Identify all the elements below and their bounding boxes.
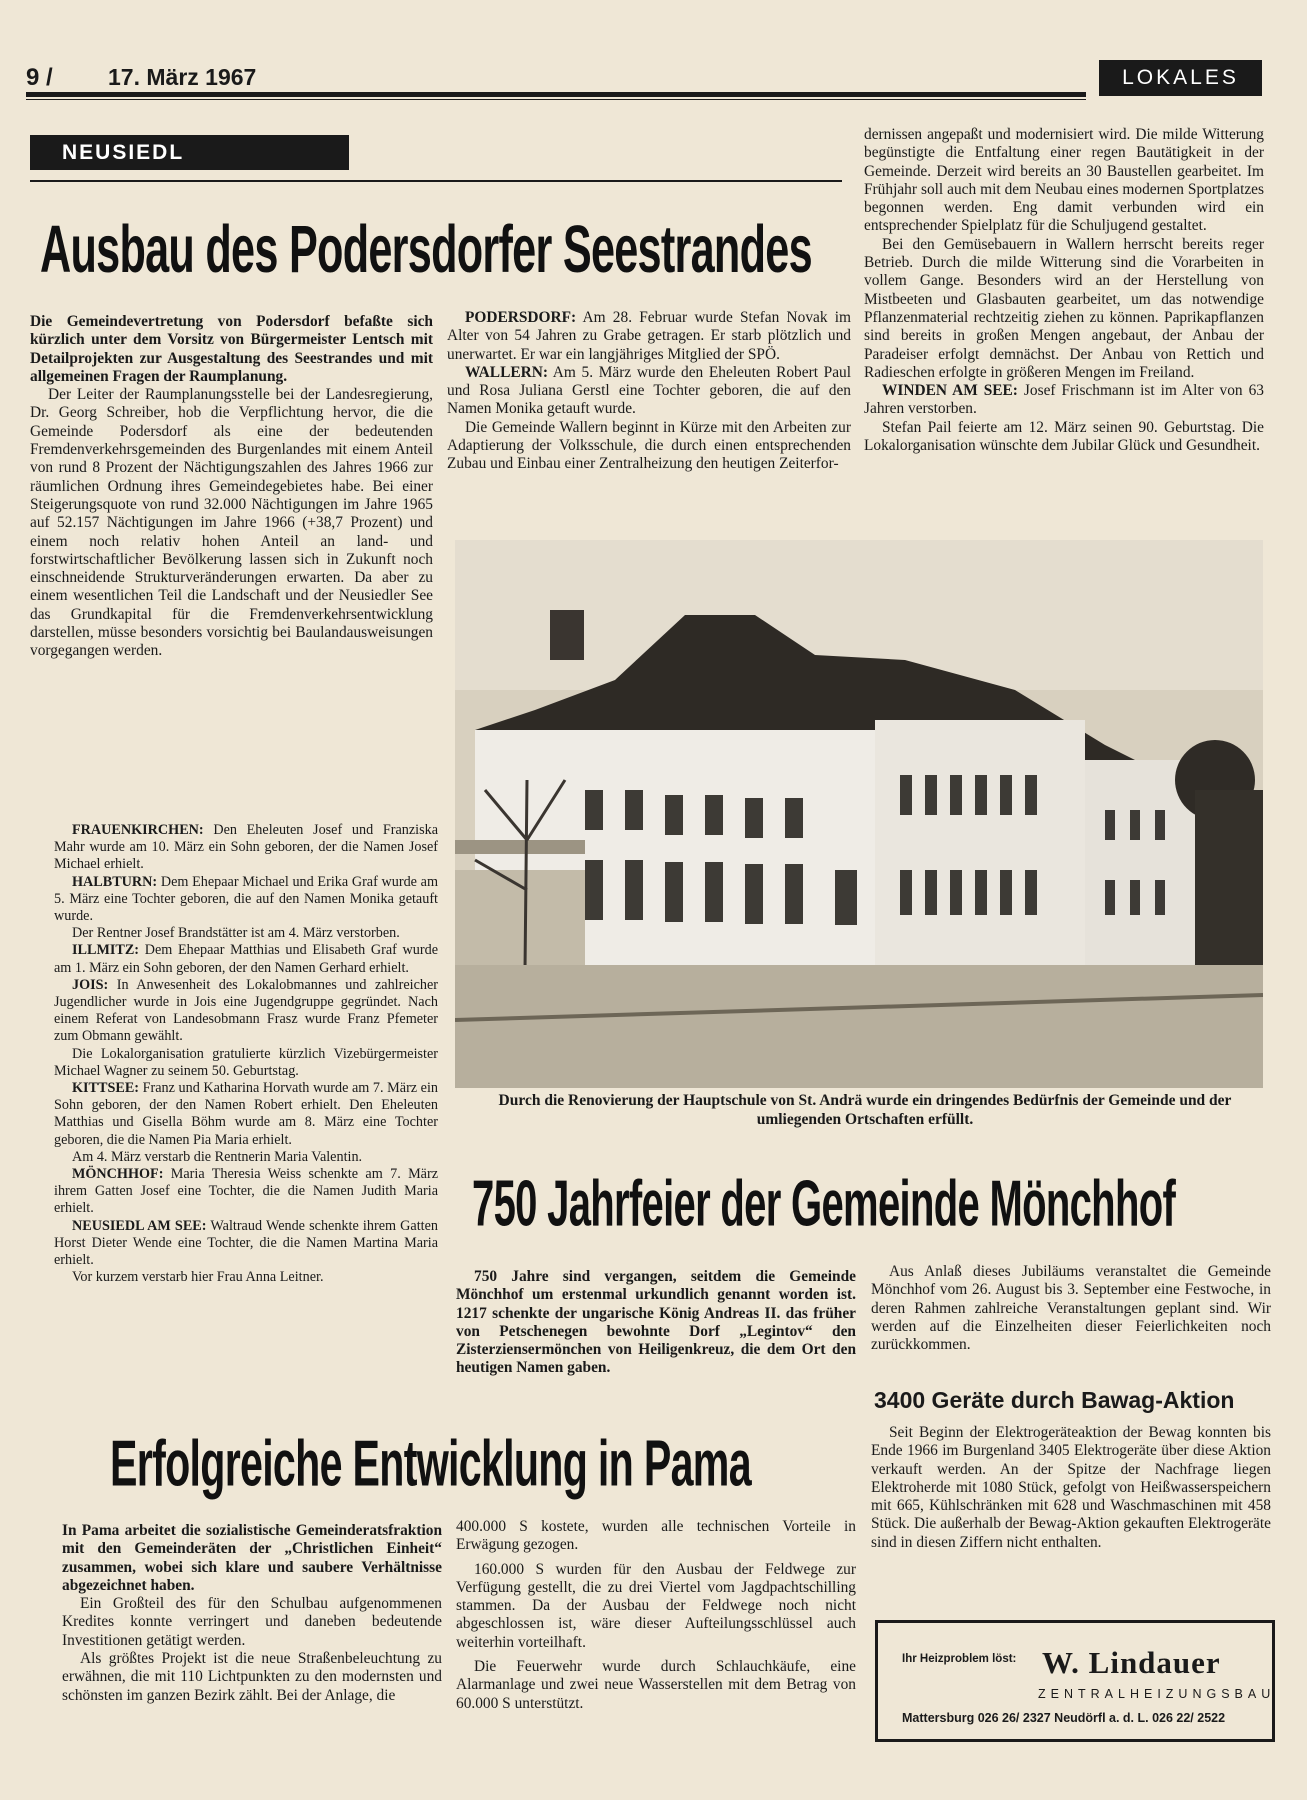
news-column-1 <box>54 822 438 1407</box>
news-item <box>54 977 438 1046</box>
news-place: ILLMITZ: <box>72 942 140 959</box>
news-text: Dem Ehepaar Matthias und Elisabeth Graf wurde am 1. März ein Sohn geboren, der den Namen Gerhard erhielt. <box>54 942 438 976</box>
moenchhof-lead-text: 750 Jahre sind vergangen, seitdem die Gemeinde Mönchhof um erstenmal urkundlich genannt worden ist. 1217 schenkte der ungarische König Andreas II. das früher von Petschenegen bewohnte Dorf „Legintov“ den Zisterziensermönchen von Heiligenkreuz, die dem Ort den heutigen Namen gaben. <box>456 1268 856 1377</box>
headline-moenchhof: 750 Jahrfeier der Gemeinde Mönchhof <box>472 1167 1176 1241</box>
news-item <box>54 822 438 874</box>
pama-paragraph-5: Die Feuerwehr wurde durch Schlauchkäufe, eine Alarmanlage und zwei neue Wasserstellen mit dem Betrag von 60.000 S unterstützt. <box>456 1658 856 1712</box>
bawag-body-text: Seit Beginn der Elektrogeräteaktion der Bewag konnten bis Ende 1966 im Burgenland 3405 Elektrogeräte über diese Aktion verkauft werden. An der Spitze der Nachfrage liegen Elektroherde mit 1080 Stück, gefolgt von Heißwasserspeichern mit 665, Kühlschränken mit 628 und Waschmaschinen mit 458 Stück. Die außerhalb der Bewag-Aktion gekauften Elektrogeräte sind in diesen Ziffern nicht enthalten. <box>871 1424 1271 1551</box>
news-item <box>54 942 438 976</box>
article-podersdorf <box>30 313 433 783</box>
headline-bawag: 3400 Geräte durch Bawag-Aktion <box>874 1387 1235 1413</box>
news-text: dernissen angepaßt und modernisiert wird. Die milde Witterung begünstigte die Entfaltung einer regen Bautätigkeit in der Gemeinde. Derzeit wird bereits an 30 Baustellen gearbeitet. Im Frühjahr soll auch mit dem Neubau eines modernen Sportplatzes begonnen werden. Eng damit verbunden wird ein entsprechender Spielplatz für die Schuljugend gestaltet. <box>864 126 1264 235</box>
pama-paragraph-4: 160.000 S wurden für den Ausbau der Feldwege zur Verfügung gestellt, die zu drei Viertel vom Jagdpachtschilling stammen. Da der Ausbau der Feldwege noch nicht abgeschlossen ist, wäre dieser Aufteilungsschlüssel auch weiterhin vorteilhaft. <box>456 1560 856 1651</box>
ad-tagline: Ihr Heizproblem löst: <box>902 1653 1017 1665</box>
news-item <box>54 1166 438 1218</box>
news-text: Vor kurzem verstarb hier Frau Anna Leitner. <box>72 1269 324 1286</box>
news-text: Die Gemeinde Wallern beginnt in Kürze mit den Arbeiten zur Adaptierung der Volksschule, die durch einen entsprechenden Zubau und Einbau einer Zentralheizung den heutigen Zeiterfor- <box>447 418 851 473</box>
photo-caption: Durch die Renovierung der Hauptschule von St. Andrä wurde ein dringendes Bedürfnis der Gemeinde und der umliegenden Ortschaften erfüllt. <box>498 1092 1232 1128</box>
news-item <box>54 1218 438 1270</box>
news-text: Waltraud Wende schenkte ihrem Gatten Horst Dieter Wende eine Tochter, die die Namen Martina Maria erhielt. <box>54 1217 438 1269</box>
issue-date: 17. März 1967 <box>108 64 257 90</box>
moenchhof-body-text: Aus Anlaß dieses Jubiläums veranstaltet die Gemeinde Mönchhof vom 26. August bis 3. September eine Festwoche, in deren Rahmen zahlreiche Veranstaltungen geplant sind. Wir werden auf die Einzelheiten dieser Feierlichkeiten noch zurückkommen. <box>871 1263 1271 1354</box>
news-place: FRAUENKIRCHEN: <box>72 822 204 838</box>
advertisement-lindauer <box>875 1620 1275 1742</box>
school-building-illustration <box>455 540 1263 1088</box>
news-item <box>864 236 1264 382</box>
news-text: Der Rentner Josef Brandstätter ist am 4. März verstorben. <box>72 925 400 942</box>
news-text: Am 4. März verstarb die Rentnerin Maria Valentin. <box>72 1148 363 1165</box>
news-place: NEUSIEDL AM SEE: <box>72 1217 207 1234</box>
section-bar: NEUSIEDL <box>30 135 349 170</box>
news-place: PODERSDORF: <box>465 309 577 326</box>
news-item <box>54 874 438 926</box>
ad-subtitle: ZENTRALHEIZUNGSBAU <box>1038 1687 1276 1701</box>
news-item <box>54 1080 438 1149</box>
pama-paragraph-3: 400.000 S kostete, wurden alle technischen Vorteile in Erwägung gezogen. <box>456 1518 856 1554</box>
news-item <box>864 419 1264 456</box>
news-text: Dem Ehepaar Michael und Erika Graf wurde am 5. März eine Tochter geboren, die auf den Namen Monika getauft wurde. <box>54 873 438 925</box>
news-place: JOIS: <box>72 976 109 993</box>
article-moenchhof-body <box>871 1263 1271 1383</box>
news-place: HALBTURN: <box>72 873 158 890</box>
news-text: In Anwesenheit des Lokalobmannes und zahlreicher Jugendlicher wurde in Jois eine Jugendgruppe gegründet. Nach einem Referat von Landesobmann Frasz wurde Franz Pfemeter zum Obmann gewählt. <box>54 976 438 1045</box>
news-text: Franz und Katharina Horvath wurde am 7. März ein Sohn geboren, der den Namen Robert erhielt. Den Eheleuten Matthias und Gisella Böhm wurde am 8. März eine Tochter geboren, die die Namen Pia Maria erhielt. <box>54 1080 438 1148</box>
news-item <box>864 382 1264 419</box>
news-text: Am 28. Februar wurde Stefan Novak im Alter von 54 Jahren zu Grabe getragen. Er starb plötzlich und unerwartet. Er war ein langjähriges Mitglied der SPÖ. <box>447 309 851 363</box>
headline-podersdorf: Ausbau des Podersdorfer Seestrandes <box>40 211 812 287</box>
article-pama-col1 <box>62 1522 442 1784</box>
school-photo <box>455 540 1263 1088</box>
news-item <box>447 364 851 419</box>
pama-lead-text: In Pama arbeitet die sozialistische Gemeinderatsfraktion mit den Gemeinderäten der „Christlichen Einheit“ zusammen, wobei sich klare und saubere Verhältnisse abgezeichnet haben. <box>62 1522 442 1594</box>
pama-paragraph-1: Ein Großteil des für den Schulbau aufgenommenen Kredites konnte verringert und daneben bedeutende Investitionen getätigt werden. <box>62 1595 442 1649</box>
news-place: WALLERN: <box>465 363 548 381</box>
news-item <box>447 309 851 364</box>
news-item <box>54 1149 438 1166</box>
pama-paragraph-2: Als größtes Projekt ist die neue Straßenbeleuchtung zu erwähnen, die mit 110 Lichtpunkten zu den modernsten und schönsten im ganzen Bezirk zählt. Bei der Anlage, die <box>62 1650 442 1704</box>
header-rule-thin <box>26 99 1086 100</box>
news-item <box>54 1269 438 1286</box>
article-bawag <box>871 1424 1271 1610</box>
page-number: 9 / <box>26 64 53 91</box>
article-lead: Die Gemeindevertretung von Podersdorf befaßte sich kürzlich unter dem Vorsitz von Bürgermeister Lentsch mit Detailprojekten zur Ausgestaltung des Seestrandes und mit allgemeinen Fragen der Raumplanung. <box>30 313 433 385</box>
article-pama-col2 <box>456 1518 856 1788</box>
news-item <box>864 126 1264 236</box>
news-text: Stefan Pail feierte am 12. März seinen 90. Geburtstag. Die Lokalorganisation wünschte dem Jubilar Glück und Gesundheit. <box>864 418 1264 455</box>
headline-pama: Erfolgreiche Entwicklung in Pama <box>110 1427 751 1501</box>
news-text: Am 5. März wurde den Eheleuten Robert Paul und Rosa Juliana Gerstl eine Tochter geboren, die auf den Namen Monika getauft wurde. <box>447 363 851 418</box>
news-text: Josef Frischmann ist im Alter von 63 Jahren verstorben. <box>864 382 1264 418</box>
ad-company-name: W. Lindauer <box>1042 1645 1221 1680</box>
news-text: Den Eheleuten Josef und Franziska Mahr wurde am 10. März ein Sohn geboren, der die Namen Josef Michael erhielt. <box>54 822 438 873</box>
news-text: Maria Theresia Weiss schenkte am 7. März ihrem Gatten Josef eine Tochter, die die Namen Judith Maria erhielt. <box>54 1166 438 1217</box>
section-rule <box>30 180 842 182</box>
news-place: WINDEN AM SEE: <box>882 382 1018 400</box>
news-place: MÖNCHHOF: <box>72 1166 164 1183</box>
news-column-2 <box>447 309 851 519</box>
header-rule <box>26 92 1086 97</box>
news-text: Die Lokalorganisation gratulierte kürzlich Vizebürgermeister Michael Wagner zu seinem 50. Geburtstag. <box>54 1045 438 1079</box>
article-moenchhof-lead <box>456 1268 856 1398</box>
news-item <box>54 925 438 942</box>
news-column-3 <box>864 126 1264 516</box>
news-text: Bei den Gemüsebauern in Wallern herrscht bereits reger Betrieb. Durch die milde Witterung sind die Vorarbeiten in vollem Gange. Besonders wird an der Herstellung von Mistbeeten und Glasbauten gearbeitet, um das notwendige Pflanzenmaterial rechtzeitig ziehen zu können. Paprikapflanzen sind bereits in großen Mengen angebaut, der Anbau der Paradeiser erfolgt demnächst. Der Anbau von Rettich und Radieschen erfolgte in größeren Mengen im Freiland. <box>864 235 1264 381</box>
news-item <box>447 419 851 474</box>
news-item <box>54 1046 438 1080</box>
article-body: Der Leiter der Raumplanungsstelle bei der Landesregierung, Dr. Georg Schreiber, hob die Verpflichtung hervor, die die Gemeinde Podersdorf als eine der bedeutenden Fremdenverkehrsgemeinden des Burgenlandes mit einem Anteil von rund 8 Prozent der Nächtigungszahlen des Jahres 1966 zur räumlichen Ordnung ihres Gemeindegebietes habe. Bei einer Steigerungsquote von rund 32.000 Nächtigungen im Jahre 1965 auf 52.157 Nächtigungen im Jahre 1966 (+38,7 Prozent) und einem noch relativ hohen Anteil an land- und forstwirtschaftlicher Bevölkerung lassen sich in Zukunft noch einschneidende Strukturveränderungen erwarten. Da aber zu einem wesentlichen Teil die Landschaft und der Neusiedler See das Grundkapital für die Fremdenverkehrsentwicklung darstellen, müsse besonders vorsichtig bei Baulandausweisungen vorgegangen werden. <box>30 386 433 660</box>
news-place: KITTSEE: <box>72 1080 140 1097</box>
ad-phone-numbers: Mattersburg 026 26/ 2327 Neudörfl a. d. L. 026 22/ 2522 <box>902 1711 1226 1725</box>
section-tag: LOKALES <box>1099 60 1262 96</box>
